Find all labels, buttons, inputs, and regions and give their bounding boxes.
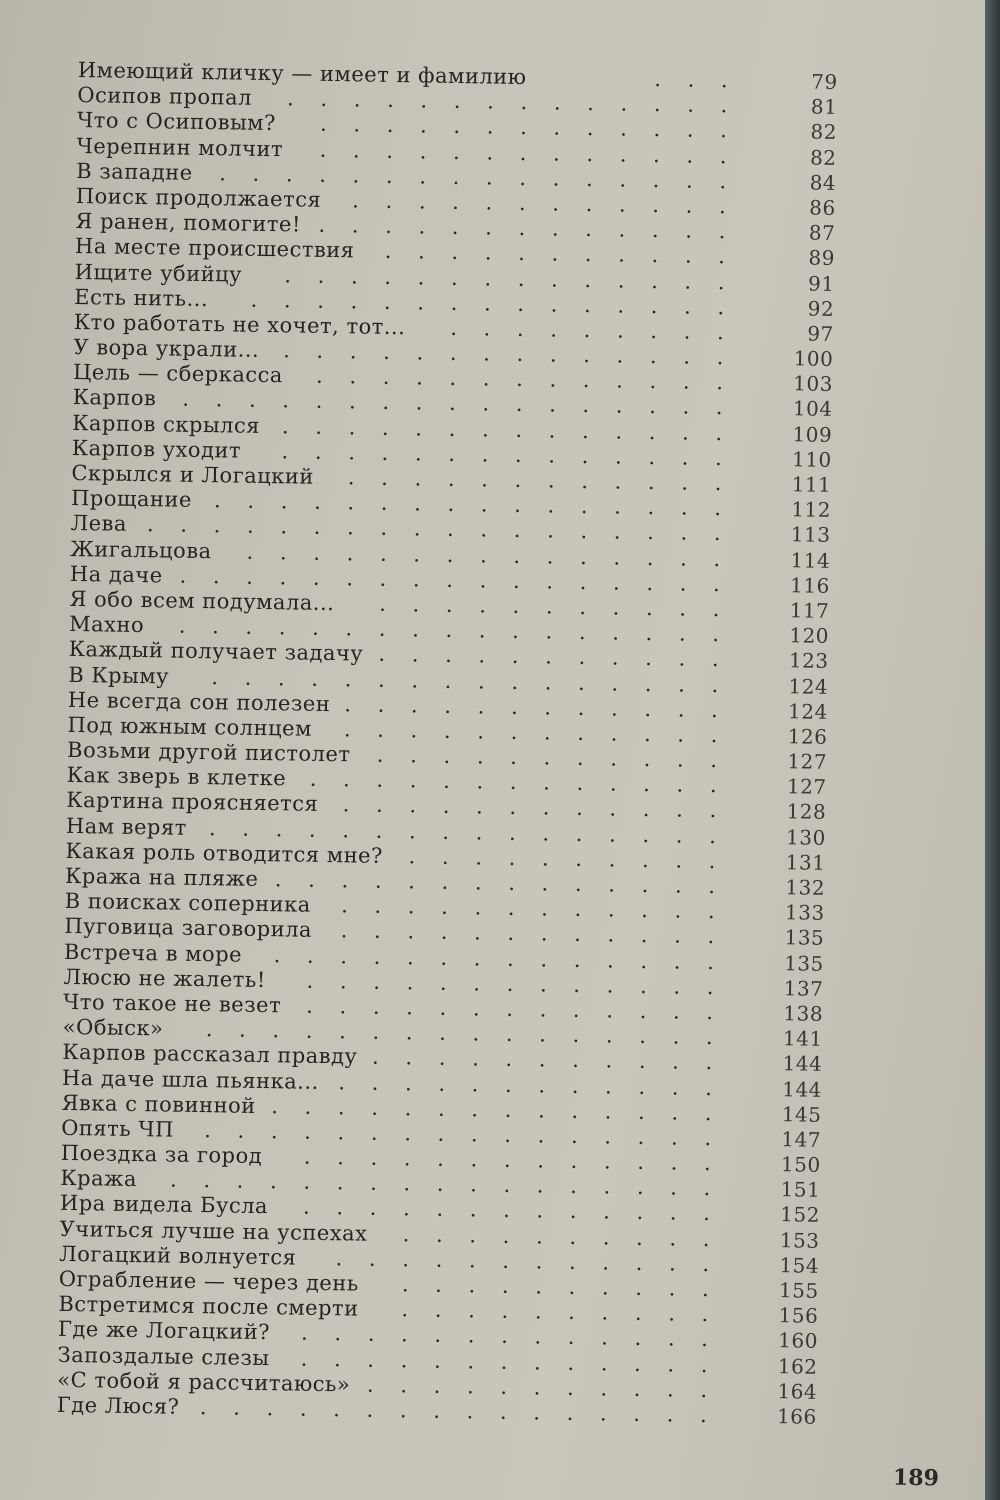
toc-entry-page-number: 153 [779, 1227, 820, 1253]
toc-entry-title: Нам верят [65, 813, 188, 840]
toc-entry-title: Прощание [70, 486, 193, 513]
toc-entry-title: Жигальцова [70, 536, 212, 563]
toc-entry-title: В западне [76, 158, 193, 185]
toc-entry-title: Я ранен, помогите! [75, 209, 302, 237]
toc-entry-page-number: 164 [777, 1378, 818, 1404]
toc-entry-page-number: 132 [785, 875, 826, 900]
toc-entry-title: Осипов пропал [77, 83, 253, 110]
toc-entry-leader-dots: . . . . . . . . . . . . . . [286, 86, 738, 118]
toc-entry-leader-dots: . . . . . . . . . . . . . . [281, 413, 733, 445]
toc-entry-leader-dots: . . . . . . . . . . . . . [319, 137, 737, 168]
toc-entry-title: Где же Логацкий? [57, 1317, 271, 1345]
toc-entry-page-number: 84 [809, 170, 837, 195]
toc-entry-title: Лева [70, 511, 128, 537]
toc-entry-title: Ищите убийцу [74, 259, 243, 287]
toc-entry-leader-dots: . . . . . . . . . . . . [342, 792, 727, 823]
toc-entry-leader-dots: . . . . . . . . . . . . [347, 465, 732, 496]
toc-entry-leader-dots: . . . . . . . . . . . . . [300, 1321, 719, 1352]
toc-entry-page-number: 144 [782, 1051, 823, 1077]
toc-entry-page-number: 91 [807, 270, 835, 296]
toc-entry-title: Что такое не везет [62, 989, 282, 1018]
toc-entry-leader-dots: . . . . . . . . . . . . . . [284, 262, 735, 294]
toc-entry-page-number: 131 [785, 850, 826, 875]
toc-entry-title: Я обо всем подумала... [69, 586, 335, 616]
toc-entry-page-number: 147 [781, 1127, 822, 1152]
toc-entry-title: Карпов уходит [71, 435, 242, 463]
toc-entry-title: «С тобой я рассчитаюсь» [57, 1367, 351, 1397]
toc-entry-page-number: 133 [784, 900, 825, 926]
toc-entry-leader-dots: . . . . . . . . . . . . . . . . [213, 488, 732, 521]
toc-entry-page-number: 103 [793, 371, 834, 397]
toc-entry-leader-dots: . . . . . . . . . . . . [352, 188, 736, 219]
toc-entry-title: Карпов [72, 385, 157, 411]
toc-entry-leader-dots: . . . . . . . . . . . . . . . . [208, 815, 727, 848]
toc-entry-page-number: 150 [780, 1152, 821, 1177]
toc-entry-page-number: 110 [791, 447, 832, 472]
toc-entry-title: Явка с повинной [61, 1090, 256, 1118]
toc-entry-page-number: 86 [809, 195, 836, 220]
toc-entry-title: Цель — сберкасса [72, 360, 284, 388]
toc-entry-leader-dots: . . . . . . . . . . . [371, 1045, 723, 1075]
background-edge [985, 0, 1000, 1500]
toc-entry-leader-dots: . . . . . . . . . . . . [338, 1069, 723, 1100]
toc-entry-leader-dots: . . . [654, 67, 738, 93]
toc-entry-page-number: 141 [782, 1026, 823, 1051]
toc-entry-title: На даче [69, 561, 163, 588]
toc-entry-page-number: 82 [810, 119, 838, 145]
toc-entry-page-number: 113 [790, 522, 831, 548]
toc-entry-title: Учиться лучше на успехах [59, 1216, 368, 1246]
toc-entry-title: Встретимся после смерти [58, 1292, 359, 1321]
toc-entry-leader-dots: . . . . . . . . . . . [378, 642, 729, 672]
toc-entry-page-number: 135 [783, 950, 825, 976]
toc-entry-page-number: 144 [782, 1076, 823, 1102]
toc-entry-title: Есть нить... [74, 284, 209, 311]
toc-entry-page-number: 79 [811, 69, 838, 94]
toc-entry-title: Картина проясняется [66, 788, 319, 817]
toc-entry-title: «Обыск» [62, 1015, 164, 1041]
toc-entry-page-number: 100 [793, 346, 834, 371]
toc-entry-leader-dots: . . . . . . . . . . . . . [302, 1195, 721, 1226]
toc-entry-page-number: 116 [789, 573, 830, 598]
toc-entry-title: Что с Осиповым? [76, 108, 277, 136]
toc-entry-leader-dots: . . . . . . . . . . . . . [300, 1346, 718, 1377]
toc-entry-title: Какая роль отводится мне? [65, 838, 384, 868]
toc-entry-page-number: 138 [783, 1001, 824, 1026]
toc-entry-page-number: 124 [788, 673, 829, 699]
toc-entry-page-number: 156 [778, 1303, 819, 1328]
toc-entry-page-number: 111 [791, 472, 832, 497]
toc-entry-leader-dots: . . . . . . . . . . [402, 1221, 720, 1251]
toc-entry-page-number: 109 [792, 421, 833, 447]
toc-entry-leader-dots: . . . . . . . . . . . . . . . . . [179, 563, 731, 597]
toc-entry-leader-dots: . . . . . . . . . [450, 315, 734, 345]
toc-entry-title: Махно [68, 612, 145, 638]
toc-entry-title: Черепнин молчит [76, 133, 284, 161]
toc-entry-title: Кража [60, 1166, 138, 1192]
toc-entry-page-number: 135 [784, 925, 825, 951]
table-of-contents [57, 58, 838, 1430]
toc-entry-leader-dots: . . . . . . . . . . . . . . . [250, 287, 735, 320]
toc-entry-leader-dots: . . . . . . . . . . [401, 1272, 719, 1302]
toc-entry-leader-dots: . . . . . . . . . . . . . . [281, 439, 732, 471]
toc-entry-leader-dots: . . . . . . . . . . . . . . . . . [169, 1167, 721, 1201]
toc-entry-page-number: 160 [778, 1328, 819, 1354]
toc-entry-page-number: 92 [807, 296, 835, 321]
toc-entry-page-number: 127 [786, 774, 827, 800]
toc-entry-page-number: 152 [780, 1202, 821, 1228]
toc-entry-page-number: 155 [778, 1278, 819, 1303]
toc-entry-title: Ограбление — через день [58, 1266, 359, 1296]
toc-entry-leader-dots: . . . . . . . . . . . . . [306, 968, 724, 1000]
toc-entry-leader-dots: . . . . . . . . . . . . . . . . . [178, 613, 730, 647]
toc-entry-leader-dots: . . . . . . . . . . . . . . . . [219, 160, 737, 194]
toc-entry-title: В Крыму [68, 662, 170, 689]
toc-entry-title: Где Люся? [56, 1392, 180, 1419]
toc-entry-leader-dots: . . . . . . . . . . . . [340, 893, 725, 924]
toc-entry-leader-dots: . . . . . . . . . . . . . . . . [205, 1017, 723, 1050]
toc-entry-page-number: 89 [808, 245, 836, 271]
toc-entry-leader-dots: . . . . . . . . . . . . . [306, 993, 724, 1025]
toc-entry-title: Возьми другой пистолет [66, 737, 351, 767]
toc-entry-leader-dots: . . . . . . . . . . . . . . . . . [182, 387, 733, 420]
toc-entry-title: Поиск продолжается [75, 183, 322, 212]
toc-entry-leader-dots: . . . . . . . . . . . . . . [271, 1093, 722, 1125]
toc-entry-leader-dots: . . . . . . . . . . . . . [318, 212, 736, 244]
toc-entry-title: Имеющий кличку — имеет и фамилию [77, 58, 527, 90]
toc-entry-page-number: 117 [789, 598, 830, 623]
toc-entry-page-number: 123 [788, 648, 829, 674]
toc-entry-title: Под южным солнцем [67, 712, 313, 741]
toc-entry-title: Логацкий волнуется [59, 1241, 297, 1270]
toc-entry-leader-dots: . . . . . . . . . . . . [335, 1246, 720, 1277]
toc-entry-page-number: 145 [781, 1101, 822, 1127]
page-number: 189 [892, 1464, 940, 1492]
toc-entry-leader-dots: . . . . . . . . . . . . . . . [246, 539, 731, 571]
toc-entry-page-number: 97 [807, 321, 834, 346]
toc-entry-page-number: 151 [780, 1177, 821, 1203]
toc-entry-leader-dots: . . . . . . . . . . . . . . . . . . [146, 512, 731, 546]
toc-entry-title: Кто работать не хочет, тот... [73, 309, 406, 340]
toc-entry-title: Не всегда сон полезен [67, 687, 331, 716]
toc-entry-title: Карпов скрылся [72, 410, 261, 438]
toc-entry-leader-dots: . . . . . . . . . . . [379, 591, 730, 622]
toc-entry-title: У вора украли... [73, 335, 260, 362]
toc-entry-title: Опять ЧП [61, 1115, 175, 1142]
toc-entry-leader-dots: . . . . . . . . . . . . . [303, 1144, 721, 1176]
toc-entry-page-number: 128 [786, 799, 827, 825]
toc-entry-leader-dots: . . . . . . . . . . . . . . . . [211, 664, 729, 697]
toc-entry-leader-dots: . . . . . . . . . . . [366, 1372, 718, 1402]
toc-entry-title: Пуговица заговорила [64, 914, 313, 943]
toc-entry-page-number: 87 [808, 220, 836, 246]
toc-entry-title: На месте происшествия [74, 234, 355, 263]
toc-entry-page-number: 112 [791, 497, 832, 523]
toc-entry-page-number: 82 [809, 145, 837, 170]
toc-entry-title: Скрылся и Логацкий [71, 460, 314, 489]
toc-entry-leader-dots: . . . . . . . . . . . . [343, 717, 728, 748]
toc-entry-page-number: 166 [776, 1404, 817, 1429]
toc-entry-title: Запоздалые слезы [57, 1342, 270, 1370]
toc-entry-leader-dots: . . . . . . . . . . . . . . [274, 867, 726, 899]
toc-entry-title: Каждый получает задачу [68, 637, 364, 666]
toc-entry-page-number: 104 [792, 396, 833, 422]
toc-entry-page-number: 114 [790, 547, 831, 573]
toc-entry-page-number: 81 [810, 94, 838, 120]
toc-entry-page-number: 120 [789, 623, 830, 648]
toc-entry-page-number: 162 [777, 1353, 818, 1379]
toc-entry-title: Ира видела Бусла [59, 1191, 269, 1219]
toc-entry-leader-dots: . . . . . . . . . . . . . [319, 112, 738, 143]
toc-entry-title: Люсю не жалеть! [63, 964, 266, 992]
toc-entry-leader-dots: . . . . . . . . . . [408, 844, 726, 874]
toc-entry-leader-dots: . . . . . . . . . . . [376, 742, 728, 773]
toc-entry-title: Кража на пляже [64, 863, 259, 891]
toc-entry-leader-dots: . . . . . . . . . . . . . [315, 364, 734, 395]
toc-entry-title: Поездка за город [60, 1140, 263, 1169]
toc-entry-leader-dots: . . . . . . . . . . . . . . . . [199, 1395, 717, 1428]
toc-entry-leader-dots: . . . . . . . . . . . . [344, 691, 729, 722]
toc-entry-page-number: 137 [783, 975, 824, 1001]
toc-entry-title: Карпов рассказал правду [62, 1040, 358, 1069]
toc-entry-page-number: 130 [785, 824, 827, 850]
toc-entry-title: Встреча в море [63, 939, 243, 967]
toc-entry-leader-dots: . . . . . . . . . . . . . . [273, 942, 725, 974]
toc-entry-leader-dots: . . . . . . . . . . . . . . . . [204, 1117, 722, 1151]
toc-entry-title: Как зверь в клетке [66, 763, 287, 791]
toc-entry-page-number: 126 [787, 724, 828, 749]
toc-entry-leader-dots: . . . . . . . . . . [401, 1297, 719, 1327]
toc-entry-page-number: 124 [787, 698, 829, 724]
toc-entry-title: На даче шла пьянка... [61, 1065, 320, 1094]
toc-entry-page-number: 154 [779, 1252, 820, 1278]
toc-entry-leader-dots: . . . . . . . . . . . . . . [283, 338, 734, 370]
toc-entry-page-number: 127 [787, 749, 828, 774]
toc-entry-leader-dots: . . . . . . . . . . . . . [309, 766, 727, 798]
toc-entry-leader-dots: . . . . . . . . . . . [384, 239, 736, 269]
toc-entry-title: В поисках соперника [64, 889, 311, 917]
toc-entry-leader-dots: . . . . . . . . . . . . [340, 918, 725, 949]
